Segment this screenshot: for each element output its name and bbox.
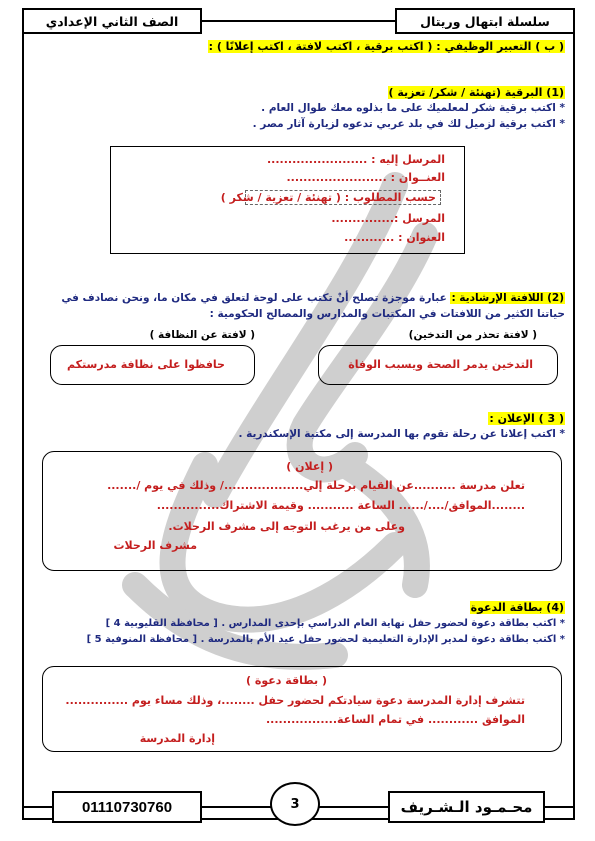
announcement-heading: ( 3 ) الإعلان : — [489, 412, 564, 425]
invitation-line-1: تتشرف إدارة المدرسة دعوة سيادتكم لحضور حفل ........، وذلك مساء يوم ............... — [65, 694, 525, 707]
banner-definition-line-1: (2) اللافتة الإرشادية : عبارة موجزة تصلح أنْ تكتب على لوحة لتعلق في مكان ما، ونحن نصادف في — [61, 292, 564, 304]
announcement-line-2: ........الموافق/..../...... الساعة ........... وقيمة الاشتراك............... — [156, 499, 525, 512]
announcement-signature: مشرف الرحلات — [113, 539, 197, 552]
invitation-line-2: الموافق ............ في تمام الساعة................. — [266, 713, 525, 726]
telegram-sender-address: العنوان : ............ — [344, 231, 445, 244]
banner-definition-line-2: حياتنا الكثير من اللافتات في المكتبات والمدارس والمصالح الحكومية : — [209, 308, 565, 320]
invitation-task-2: * اكتب بطاقة دعوة لمدير الإدارة التعليمية لحضور حفل عيد الأم بالمدرسة . [ محافظة المنوفية 5 ] — [86, 634, 565, 645]
banner-heading: (2) اللافتة الإرشادية : — [451, 292, 564, 304]
grade-label: الصف الثاني الإعدادي — [45, 13, 179, 29]
invitation-task-1: * اكتب بطاقة دعوة لحضور حفل نهاية العام الدراسي بإحدى المدارس . [ محافظة القليوبية 4 ] — [105, 618, 565, 629]
invitation-box-title: ( بطاقة دعوة ) — [246, 674, 327, 687]
series-title: سلسلة ابتهال وريتال — [420, 13, 550, 29]
section-b-title: ( ب ) التعبير الوظيفي : ( اكتب برقية ، اكتب لافتة ، اكتب إعلانًا ) : — [208, 40, 564, 53]
invitation-heading: (4) بطاقة الدعوة — [470, 601, 564, 614]
announcement-line-3: وعلى من يرغب التوجه إلى مشرف الرحلات. — [168, 520, 405, 533]
page-number-circle — [270, 782, 320, 826]
banner-label-cleanliness: ( لافتة عن النظافة ) — [149, 329, 255, 341]
phone-box — [52, 791, 202, 823]
series-title-box — [395, 8, 575, 34]
telegram-task-1: * اكتب برقية شكر لمعلميك على ما بذلوه معك طوال العام . — [261, 102, 565, 114]
telegram-task-2: * اكتب برقية لزميل لك في بلد عربي تدعوه لزيارة آثار مصر . — [252, 118, 565, 130]
telegram-address: العنــوان : ........................ — [286, 171, 445, 184]
telegram-to: المرسل إليه : ........................ — [267, 153, 445, 166]
phone-number: 01110730760 — [81, 798, 173, 816]
author-name: محـمـود الـشـريف — [400, 798, 533, 816]
banner-cleanliness-text: حافظوا على نظافة مدرستكم — [67, 358, 225, 371]
announcement-task: * اكتب إعلانا عن رحلة تقوم بها المدرسة إلى مكتبة الإسكندرية . — [238, 428, 565, 440]
banner-smoking-text: التدخين يدمر الصحة ويسبب الوفاة — [348, 358, 533, 371]
telegram-purpose: حسب المطلوب : ( تهنئة / تعزية / شكر ) — [245, 190, 441, 205]
announcement-box-title: ( إعلان ) — [286, 460, 333, 473]
banner-label-smoking: ( لافتة تحذر من التدخين) — [408, 329, 537, 341]
telegram-sender: المرسل :............... — [331, 212, 445, 225]
grade-box — [22, 8, 202, 34]
telegram-heading: (1) البرقية (تهنئة / شكر/ تعزية ) — [388, 86, 564, 99]
page-number: 3 — [290, 796, 300, 812]
invitation-signature: إدارة المدرسة — [139, 732, 215, 745]
author-box — [388, 791, 545, 823]
announcement-line-1: تعلن مدرسة ..........عن القيام برحلة إلي.................../ وذلك في يوم /....... — [107, 479, 525, 492]
